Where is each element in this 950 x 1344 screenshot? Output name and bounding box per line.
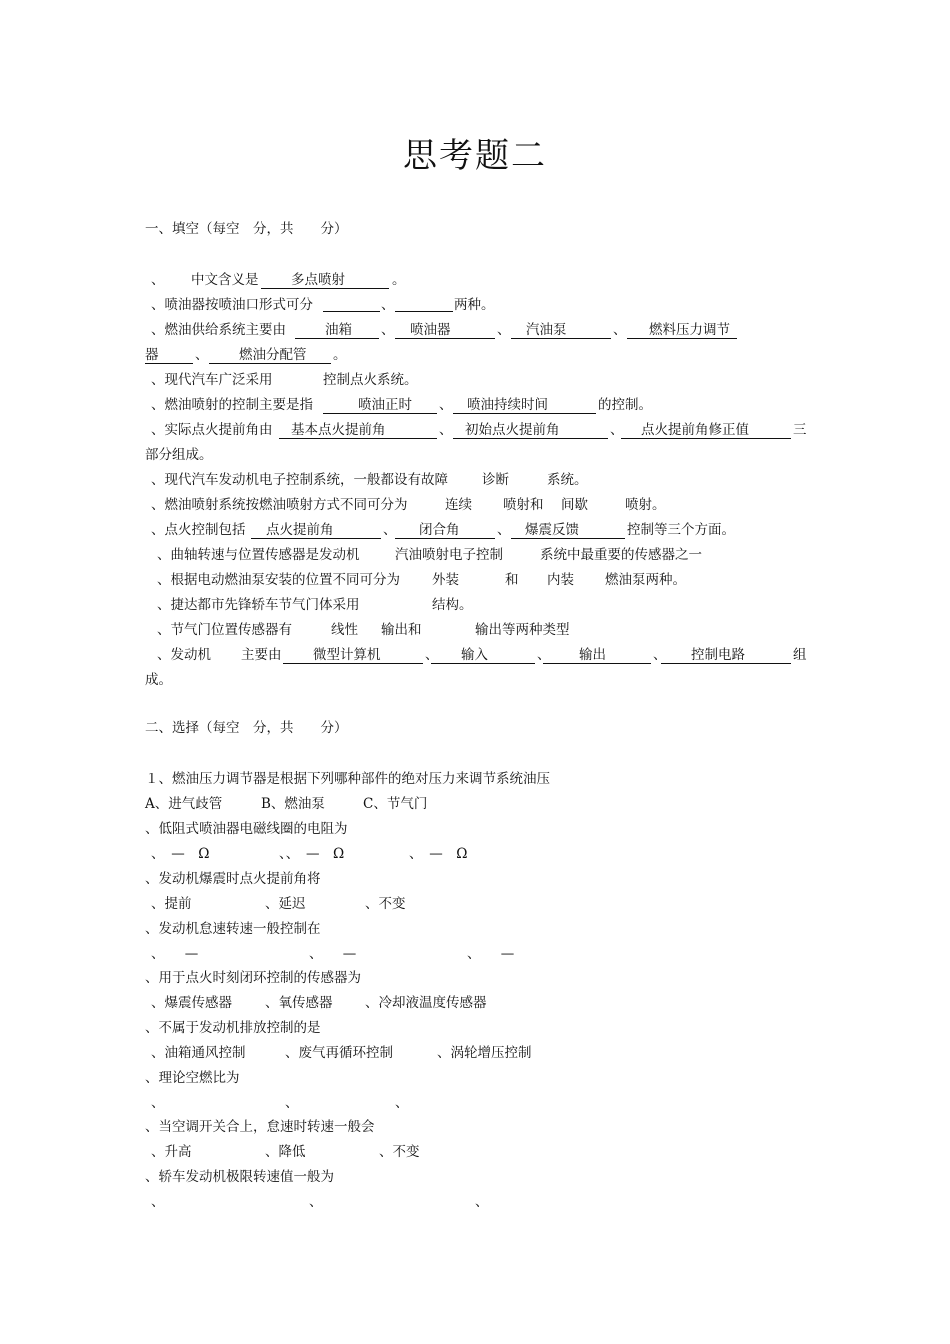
choice-q3-stem: 、发动机爆震时点火提前角将 [145,871,321,887]
answer-blank [395,296,453,312]
answer-blank [323,296,380,312]
answer-blank: 点火提前角修正值 [621,423,791,439]
choice-q5-stem: 、用于点火时刻闭环控制的传感器为 [145,970,361,986]
answer-blank: 输入 [431,648,535,664]
fill-q6-cont: 部分组成。 [145,447,213,463]
choice-q9-stem: 、轿车发动机极限转速值一般为 [145,1169,334,1185]
choice-q8-stem: 、当空调开关合上，怠速时转速一般会 [145,1119,375,1135]
answer-blank: 燃油分配管 [209,348,331,364]
answer-blank: 爆震反馈 [511,523,625,539]
choice-q7-stem: 、理论空燃比为 [145,1070,240,1086]
choice-q2-stem: 、低阻式喷油器电磁线圈的电阻为 [145,821,348,837]
answer-blank: 喷油持续时间 [453,398,596,414]
answer-blank: 闭合角 [395,523,495,539]
answer-blank: 汽油泵 [511,323,611,339]
choice-q1-stem: １、燃油压力调节器是根据下列哪种部件的绝对压力来调节系统油压 [145,771,550,787]
answer-blank: 喷油正时 [323,398,437,414]
answer-blank: 输出 [543,648,651,664]
document-title: 思考题二 [403,136,547,176]
choice-q4-stem: 、发动机怠速转速一般控制在 [145,921,321,937]
answer-blank: 控制电路 [661,648,791,664]
answer-blank: 油箱 [295,323,379,339]
answer-blank: 喷油器 [395,323,495,339]
answer-blank: 燃料压力调节 [627,323,737,339]
answer-blank: 点火提前角 [251,523,381,539]
section1-heading: 一、填空（每空 分，共 分） [145,221,348,237]
choice-q6-stem: 、不属于发动机排放控制的是 [145,1020,321,1036]
answer-blank: 初始点火提前角 [453,423,608,439]
fill-q14-cont: 成。 [145,672,172,688]
answer-blank: 微型计算机 [283,648,423,664]
answer-blank: 多点喷射 [261,273,389,289]
section2-heading: 二、选择（每空 分，共 分） [145,720,348,736]
answer-blank: 基本点火提前角 [279,423,437,439]
